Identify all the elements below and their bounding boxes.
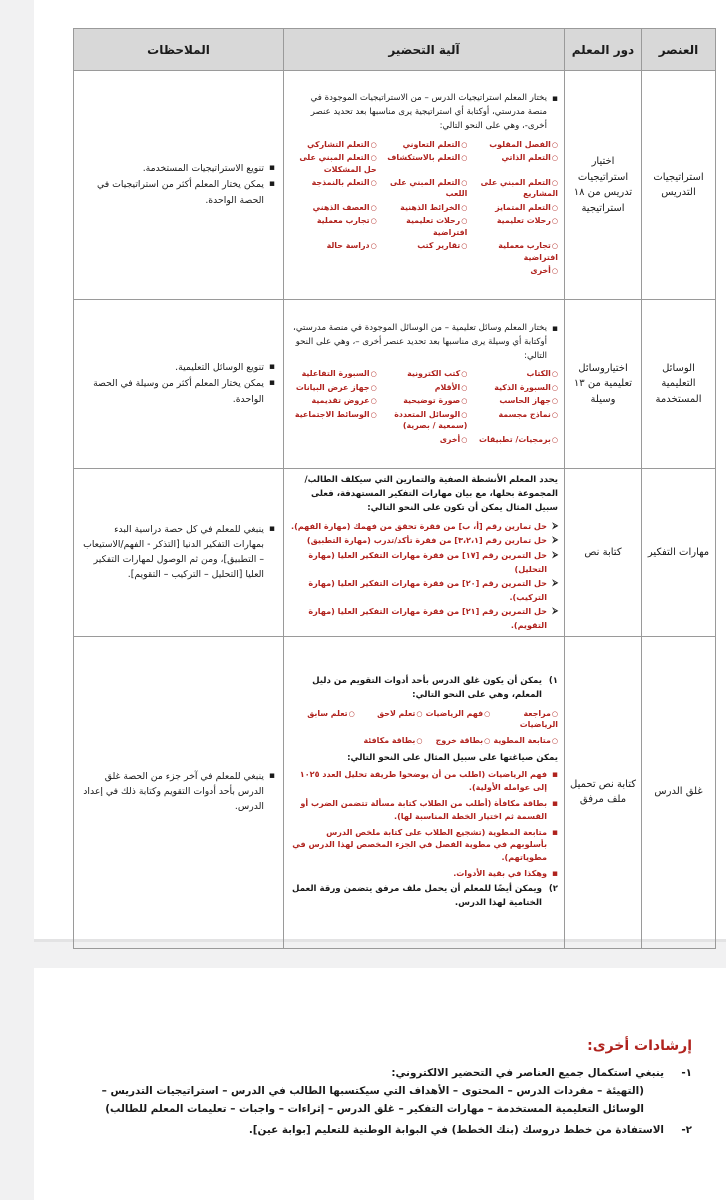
- thinking-skill-item: ⮚ حل تمارين رقم [أ، ب] من فقرة تحقق من فهمك (مهارة الفهم).: [290, 519, 558, 533]
- note-item: ▪ تنويع الاستراتيجيات المستخدمة.: [82, 161, 275, 176]
- strategy-option: ○العصف الذهني: [312, 202, 377, 212]
- evaluation-tool: ○متابعة المطوية: [493, 735, 558, 745]
- closure-example: ▪ فهم الرياضيات (اطلب من أن يوضحوا طريقة تحليل العدد ١٠٢٥ إلى عوامله الأولية).: [290, 768, 558, 794]
- header-role: دور المعلم: [565, 29, 642, 71]
- strategy-option: ○الفصل المقلوب: [489, 139, 558, 149]
- evaluation-tool: ○بطاقة خروج: [435, 735, 491, 745]
- note-item: ▪ ينبغي للمعلم في آخر جزء من الحصة غلق الدرس بأحد أدوات التقويم وكتابة ذلك في إعداد الدرس.: [82, 769, 275, 814]
- aid-option: ○الوسائط الاجتماعية: [294, 409, 377, 419]
- strategy-option: ○رحلات تعليمية افتراضية: [406, 216, 468, 237]
- evaluation-tool: ○مراجعة الرياضيات: [519, 708, 558, 730]
- document-page-2: [34, 968, 726, 1200]
- guidance-number: ٢-: [681, 1123, 692, 1136]
- strategy-option: ○تجارب معملية افتراضية: [498, 241, 558, 262]
- aid-option: ○الوسائل المتعددة (سمعية / بصرية): [394, 409, 468, 431]
- mechanism-cell: [284, 300, 565, 469]
- evaluation-tool: ○بطاقة مكافئة: [363, 735, 423, 745]
- item-text: يمكن أن يكون غلق الدرس بأحد أدوات التقويم من دليل المعلم، وهي على النحو التالي:: [312, 676, 542, 700]
- note-item: ▪ يمكن يختار المعلم أكثر من استراتيجيات في الحصة الواحدة.: [82, 177, 275, 207]
- role-cell: اختيار استراتيجيات تدريس من ١٨ استراتيجية: [565, 71, 642, 300]
- example-intro: يمكن صياغتها على سبيل المثال على النحو التالي:: [347, 753, 558, 764]
- guidance-title: إرشادات أخرى:: [587, 1038, 692, 1054]
- element-cell: مهارات التفكير: [642, 469, 716, 637]
- aid-option: ○عروض تقديمية: [311, 396, 377, 406]
- closure-example: ▪ وهكذا في بقية الأدوات.: [290, 867, 558, 880]
- document-page-1: [34, 0, 726, 942]
- strategy-option: ○أخرى: [530, 266, 558, 276]
- aid-option: ○نماذج مجسمة: [498, 409, 558, 419]
- strategy-option: ○رحلات تعليمية: [496, 216, 558, 226]
- strategy-option: ○التعلم المبني على حل المشكلات: [299, 153, 377, 174]
- strategy-option: ○التعلم المبني على اللعب: [390, 177, 468, 199]
- strategy-option: ○الخرائط الذهنية: [400, 202, 468, 212]
- guidance-item: [68, 1121, 692, 1139]
- element-cell: استراتيجيات التدريس: [642, 71, 716, 300]
- strategy-option: ○التعلم الذاتي: [501, 153, 558, 163]
- role-cell: اختياروسائل تعليمية من ١٣ وسيلة: [565, 300, 642, 469]
- aid-option: ○أخرى: [439, 434, 468, 444]
- aid-option: ○صورة توضيحية: [403, 396, 468, 406]
- note-item: ▪ تنويع الوسائل التعليمية.: [82, 360, 275, 375]
- guidance-item: [68, 1064, 692, 1119]
- mechanism-intro: ▪ يختار المعلم استراتيجيات الدرس – من الاستراتيجيات الموجودة في منصة مدرستي، أوكتابة أي استراتيجية يرى مناسبها بعد تحديد عنصر أخرى-، وهي على النحو التالي:: [290, 92, 558, 133]
- notes-cell: [74, 636, 284, 948]
- thinking-skill-item: ⮚ حل التمرين رقم [٢٠] من فقرة مهارات التفكير العليا (مهارة التركيب).: [290, 576, 558, 604]
- strategy-option: ○تجارب معملية: [316, 216, 377, 226]
- strategy-option: ○التعلم بالاستكشاف: [387, 153, 468, 163]
- lesson-plan-table: [73, 28, 716, 949]
- closure-example: ▪ بطاقة مكافأة (أطلب من الطلاب كتابة مسألة تتضمن الضرب أو القسمة ثم اختيار الخطة المناسبة لها).: [290, 797, 558, 823]
- note-item: ▪ ينبغي للمعلم في كل حصة دراسية البدء بمهارات التفكير الدنيا [التذكر - الفهم/الاستيعاب – التطبيق]، ومن ثم الوصول لمهارات التفكير العليا [التحليل – التركيب – التقويم].: [82, 522, 275, 582]
- mechanism-cell: [284, 469, 565, 637]
- guidance-number: ١-: [681, 1067, 692, 1079]
- item-number: ٢): [548, 884, 558, 895]
- closure-item-1: [290, 675, 558, 703]
- aid-option: ○السبورة الذكية: [494, 382, 558, 392]
- strategy-option: ○تقارير كتب: [417, 241, 468, 251]
- item-text: ويمكن أيضًا للمعلم أن يحمل ملف مرفق يتضمن ورقة العمل الختامية لهذا الدرس.: [292, 884, 542, 909]
- thinking-skill-item: ⮚ حل التمرين رقم [١٧] من فقرة مهارات التفكير العليا (مهارة التحليل): [290, 548, 558, 576]
- notes-cell: [74, 71, 284, 300]
- strategy-option: ○التعلم بالنمذجة: [311, 177, 377, 187]
- notes-cell: [74, 469, 284, 637]
- aid-option: ○الأقلام: [434, 382, 468, 392]
- header-element: العنصر: [642, 29, 716, 71]
- mechanism-intro: يحدد المعلم الأنشطة الصفية والتمارين التي سيكلف الطالب/ المجموعة بحلها، مع بيان مهارات التفكير المستهدفة، فعلى سبيل المثال يمكن أن تكون على النحو التالي:: [304, 475, 558, 513]
- guidance-text: ينبغي استكمال جميع العناصر في التحضير الالكتروني:: [391, 1067, 664, 1079]
- header-notes: الملاحظات: [74, 29, 284, 71]
- element-cell: الوسائل التعليمية المستخدمة: [642, 300, 716, 469]
- item-number: ١): [548, 676, 558, 687]
- notes-cell: [74, 300, 284, 469]
- table-row: [74, 300, 716, 469]
- evaluation-tool: ○تعلم سابق: [307, 708, 355, 718]
- aid-option: ○جهاز عرض البيانات: [295, 382, 377, 392]
- aid-option: ○جهاز الحاسب: [499, 396, 558, 406]
- table-row: [74, 71, 716, 300]
- table-row: [74, 469, 716, 637]
- thinking-skill-item: ⮚ حل التمرين رقم [٢١] من فقرة مهارات التفكير العليا (مهارة التقويم).: [290, 604, 558, 632]
- aid-option: ○الكتاب: [526, 369, 558, 379]
- evaluation-tools: [290, 708, 558, 746]
- guidance-detail: (التهيئة – مفردات الدرس – المحتوى – الأهداف التي سيكتسبها الطالب في الدرس – استراتيجيات التدريس – الوسائل التعليمية المستخدمة – مهارات التفكير – غلق الدرس – إثراءات – واجبات – تعليمات المعلم للطالب): [101, 1085, 644, 1116]
- strategy-option: ○التعلم المتمايز: [495, 202, 558, 212]
- strategy-options: [290, 139, 558, 277]
- thinking-skill-item: ⮚ حل تمارين رقم [٣،٢،١] من فقرة تأكد/تدرب (مهارة التطبيق): [290, 533, 558, 547]
- evaluation-tool: ○فهم الرياضيات: [425, 708, 491, 718]
- closure-item-2: [290, 883, 558, 911]
- aid-option: ○السبورة التفاعلية: [301, 369, 377, 379]
- guidance-section: [68, 1038, 692, 1141]
- mechanism-cell: [284, 71, 565, 300]
- aid-option: ○كتب الكترونية: [407, 369, 468, 379]
- role-cell: كتابة نص تحميل ملف مرفق: [565, 636, 642, 948]
- element-cell: غلق الدرس: [642, 636, 716, 948]
- evaluation-tool: ○تعلم لاحق: [377, 708, 423, 718]
- aid-option: ○برمجيات/ تطبيقات: [479, 434, 558, 444]
- strategy-option: ○دراسة حالة: [326, 241, 377, 251]
- strategy-option: ○التعلم المبني على المشاريع: [480, 177, 558, 199]
- role-cell: كتابة نص: [565, 469, 642, 637]
- table-header-row: [74, 29, 716, 71]
- mechanism-intro: ▪ يختار المعلم وسائل تعليمية – من الوسائل الموجودة في منصة مدرستي، أوكتابة أي وسيلة يرى مناسبها بعد تحديد عنصر أخرى –، وهي على النحو التالي:: [290, 322, 558, 363]
- header-mechanism: آلية التحضير: [284, 29, 565, 71]
- strategy-option: ○التعلم التشاركي: [307, 139, 377, 149]
- strategy-option: ○التعلم التعاوني: [402, 139, 468, 149]
- note-item: ▪ يمكن يختار المعلم أكثر من وسيلة في الحصة الواحدة.: [82, 376, 275, 406]
- closure-example: ▪ متابعة المطوية (تشجيع الطلاب على كتابة ملخص الدرس بأسلوبهم في مطوية الفصل في الجزء المخصص لهذا الدرس في مطوياتهم).: [290, 826, 558, 865]
- aid-options: [290, 368, 558, 445]
- mechanism-cell: [284, 636, 565, 948]
- table-row: [74, 636, 716, 948]
- guidance-text: الاستفادة من خطط دروسك (بنك الخطط) في البوابة الوطنية للتعليم [بوابة عين].: [248, 1123, 664, 1136]
